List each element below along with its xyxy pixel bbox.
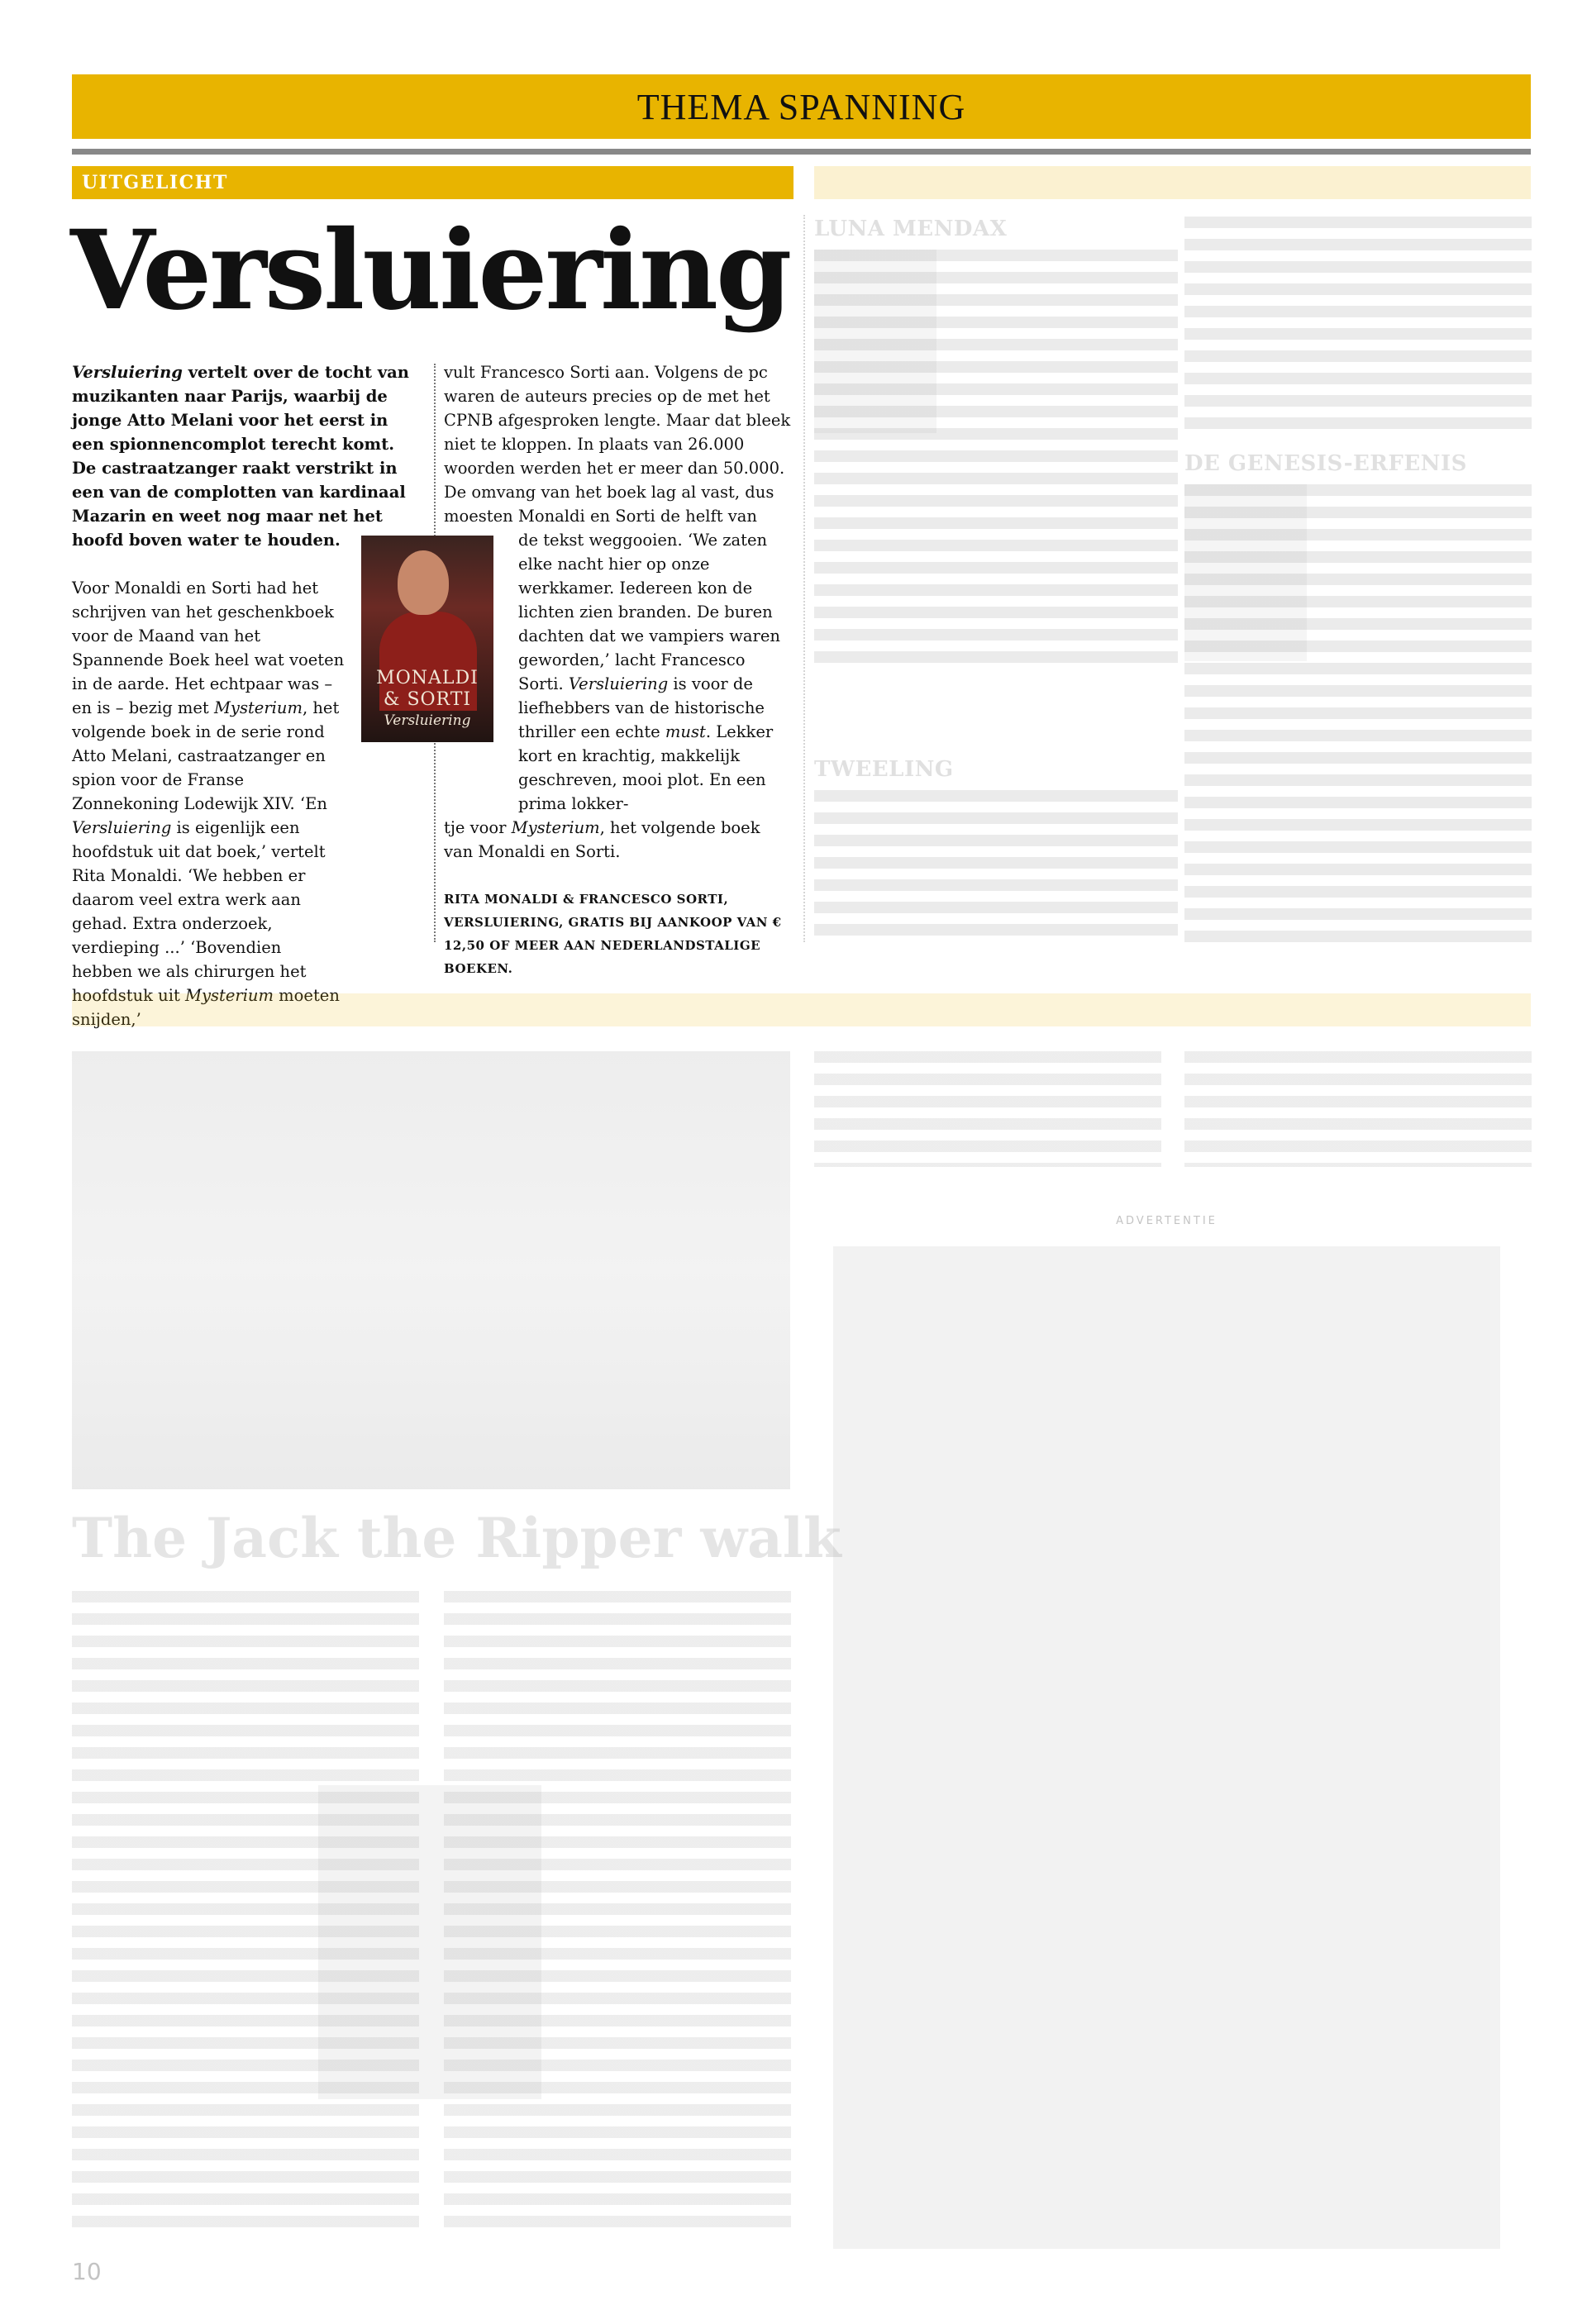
faded-heading-genesis: DE GENESIS-ERFENIS xyxy=(1184,451,1467,476)
faded-text-block xyxy=(1184,217,1532,438)
faded-article-title: The Jack the Ripper walk xyxy=(72,1506,841,1570)
faded-text-block xyxy=(814,1051,1161,1167)
column-divider-right xyxy=(803,215,805,942)
faded-text-block xyxy=(814,790,1178,942)
faded-advertisement xyxy=(833,1246,1500,2249)
article-credit: RITA MONALDI & FRANCESCO SORTI, VERSLUIERING, GRATIS BIJ AANKOOP VAN € 12,50 OF MEER AAN NEDERLANDSTALIGE BOEKEN. xyxy=(444,892,782,976)
section-label-faded-2 xyxy=(72,993,1531,1026)
cover-author-line2: & SORTI xyxy=(383,689,472,710)
ad-label: ADVERTENTIE xyxy=(1116,1215,1218,1227)
faded-text-block xyxy=(1184,1051,1532,1167)
faded-heading-luna-mendax: LUNA MENDAX xyxy=(814,217,1008,241)
cover-book-title: Versluiering xyxy=(384,712,471,729)
article-lead: Versluiering vertelt over de tocht van muzikanten naar Parijs, waarbij de jonge Atto Melani voor het eerst in een spionnencomplot terecht komt. De castraatzanger raakt verstrikt in een van de complotten van kardinaal Mazarin en weet nog maar net het hoofd boven water te houden. xyxy=(72,363,409,550)
section-label-uitgelicht: UITGELICHT xyxy=(72,166,794,199)
theme-title: THEMA SPANNING xyxy=(636,86,966,127)
faded-heading-tweeling: TWEELING xyxy=(814,757,954,782)
article-paragraph: Voor Monaldi en Sorti had het schrijven van het geschenkboek voor de Maand van het Spannende Boek heel wat voeten in de aarde. Het echtpaar was – en is – bezig met Mysterium, het volgende boek in de serie rond Atto Melani, castraatzanger en spion voor de Franse Zonnekoning Lodewijk XIV. ‘En Versluiering is eigenlijk een hoofdstuk uit dat boek,’ vertelt Rita Monaldi. ‘We hebben er daarom veel extra werk aan gehad. Extra onderzoek, verdieping ...’ ‘Bovendien hebben we als chirurgen het hoofdstuk uit Mysterium moeten snijden,’ xyxy=(72,579,345,1029)
page-number: 10 xyxy=(72,2258,102,2285)
article-paragraph-col2: vult Francesco Sorti aan. Volgens de pc waren de auteurs precies op de met het CPNB afgesproken lengte. Maar dat bleek niet te kloppen. In plaats van 26.000 woorden werden het er meer dan 50.000. De omvang van het boek lag al vast, dus moesten Monaldi en Sorti de helft van de tekst weggooien. ‘We zaten elke nacht hier op onze werkkamer. Iedereen kon de lichten zien branden. De buren dachten dat we vampiers waren geworden,’ lacht Francesco Sorti. Versluiering is voor de liefhebbers van de historische thriller een echte must. Lekker kort en krachtig, makkelijk geschreven, mooi plot. En een prima lokker- tje voor Mysterium, het volgende boek van Monaldi en Sorti. xyxy=(444,363,791,861)
section-label-faded xyxy=(814,166,1531,199)
faded-text-block xyxy=(1184,484,1532,942)
header-rule xyxy=(72,149,1531,155)
article-headline: Versluiering xyxy=(70,207,790,335)
cover-author-line1: MONALDI xyxy=(376,668,479,688)
cover-figure-face xyxy=(398,550,449,615)
article-column-2 xyxy=(444,360,791,1004)
theme-header-bar xyxy=(72,74,1531,139)
faded-alley-photo xyxy=(72,1051,790,1489)
faded-sign-image xyxy=(318,1785,541,2099)
faded-text-block xyxy=(814,250,1178,671)
